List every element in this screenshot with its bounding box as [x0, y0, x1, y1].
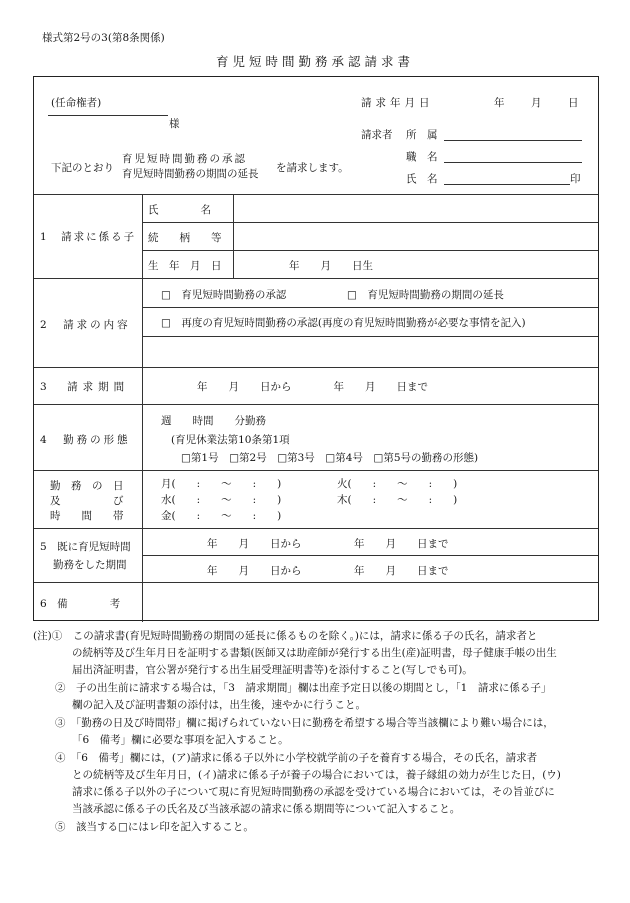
- check-reapproval[interactable]: □ 再度の育児短時間勤務の承認(再度の育児短時間勤務が必要な事情を記入): [161, 317, 526, 329]
- appointer-label: (任命権者): [51, 97, 102, 109]
- previous-period-1: 年 月 日から 年 月 日まで: [207, 538, 449, 550]
- days-label-1: 勤 務 の 日: [50, 480, 124, 492]
- form-frame: [33, 76, 599, 621]
- form-title: 育児短時間勤務承認請求書: [215, 54, 414, 69]
- date-day: 日: [568, 97, 579, 109]
- note-2b: 欄の記入及び証明書類の添付は，出生後，速やかに行うこと。: [72, 699, 366, 711]
- divider: [34, 367, 598, 368]
- wednesday-time[interactable]: 水( : 〜 : ): [161, 494, 282, 506]
- position-label: 職 名: [406, 151, 438, 163]
- note-4b: との続柄等及び生年月日，(イ)請求に係る子が養子の場合においては，養子縁組の効力が生じた日，(ウ): [72, 769, 561, 781]
- seal-label: 印: [570, 173, 581, 185]
- section1-label: 1 請求に係る子: [40, 231, 137, 243]
- friday-time[interactable]: 金( : 〜 : ): [161, 510, 282, 522]
- child-name-label: 氏 名: [148, 204, 211, 216]
- sama-label: 様: [169, 118, 180, 130]
- thursday-time[interactable]: 木( : 〜 : ): [337, 494, 458, 506]
- section6-label: 6 備 考: [40, 598, 121, 610]
- column-divider: [233, 194, 234, 278]
- section5-label-2: 勤務をした期間: [53, 559, 127, 571]
- note-3a: ③ 「勤務の日及び時間帯」欄に掲げられていない日に勤務を希望する場合等当該欄により難い場合には，: [55, 717, 554, 729]
- work-form-options[interactable]: □第1号 □第2号 □第3号 □第4号 □第5号の勤務の形態): [181, 452, 479, 464]
- request-date-label: 請求年月日: [361, 97, 434, 109]
- tuesday-time[interactable]: 火( : 〜 : ): [337, 478, 458, 490]
- name-label: 氏 名: [406, 173, 438, 185]
- child-birthdate-value: 年 月 日生: [289, 260, 373, 272]
- divider: [34, 528, 598, 529]
- appointer-name-line[interactable]: [48, 115, 168, 116]
- option-extension: 育児短時間勤務の期間の延長: [122, 168, 259, 180]
- requester-label: 請求者: [361, 129, 393, 141]
- law-reference: (育児休業法第10条第1項: [171, 434, 290, 446]
- child-birthdate-label: 生 年 月 日: [148, 260, 222, 272]
- position-field[interactable]: [444, 162, 582, 163]
- divider: [142, 336, 598, 337]
- divider: [142, 222, 598, 223]
- date-year: 年: [494, 97, 505, 109]
- divider: [34, 194, 598, 195]
- option-approval: 育児短時間勤務の承認: [122, 153, 247, 165]
- note-5: ⑤ 該当する□にはレ印を記入すること。: [55, 821, 254, 833]
- divider: [34, 404, 598, 405]
- intro-suffix: を請求します。: [276, 162, 349, 174]
- note-2a: ② 子の出生前に請求する場合は，「3 請求期間」欄は出産予定日以後の期間とし，「1 請求に係る子」: [55, 682, 552, 694]
- divider: [142, 250, 598, 251]
- note-1b: の続柄等及び生年月日を証明する書類(医師又は助産師が発行する出生(産)証明書，母子健康手帳の出生: [72, 647, 557, 659]
- section5-label-1: 5 既に育児短時間: [40, 541, 131, 553]
- column-divider: [142, 194, 143, 622]
- divider: [34, 470, 598, 471]
- form-number: 様式第2号の3(第8条関係): [42, 32, 165, 44]
- affiliation-label: 所 属: [406, 129, 438, 141]
- note-4c: 請求に係る子以外の子について現に育児短時間勤務の承認を受けている場合においては，その旨並びに: [72, 786, 555, 798]
- previous-period-2: 年 月 日から 年 月 日まで: [207, 565, 449, 577]
- check-extension[interactable]: □ 育児短時間勤務の期間の延長: [347, 289, 504, 301]
- note-3b: 「6 備考」欄に必要な事項を記入すること。: [72, 734, 289, 746]
- date-month: 月: [531, 97, 542, 109]
- note-1a: (注)① この請求書(育児短時間勤務の期間の延長に係るものを除く。)には，請求に係る子の氏名，請求者と: [33, 630, 538, 642]
- intro-prefix: 下記のとおり: [51, 162, 114, 174]
- monday-time[interactable]: 月( : 〜 : ): [161, 478, 282, 490]
- name-field[interactable]: [444, 184, 570, 185]
- note-4d: 当該承認に係る子の氏名及び当該承認の請求に係る期間等について記入すること。: [72, 803, 461, 815]
- divider: [34, 278, 598, 279]
- affiliation-field[interactable]: [444, 140, 582, 141]
- divider: [34, 582, 598, 583]
- weekly-hours: 週 時間 分勤務: [161, 415, 266, 427]
- divider: [142, 555, 598, 556]
- note-4a: ④ 「6 備考」欄には，(ア)請求に係る子以外に小学校就学前の子を養育する場合，その氏名，請求者: [55, 752, 538, 764]
- days-label-3: 時 間 帯: [50, 510, 124, 522]
- divider: [142, 307, 598, 308]
- days-label-2: 及 び: [50, 495, 124, 507]
- section2-label: 2 請求の内容: [40, 319, 131, 331]
- section4-label: 4 勤務の形態: [40, 434, 131, 446]
- section3-label: 3 請求期間: [40, 381, 130, 393]
- check-approval[interactable]: □ 育児短時間勤務の承認: [161, 289, 287, 301]
- note-1c: 届出済証明書，官公署が発行する出生届受理証明書等)を添付すること(写しでも可)。: [72, 664, 473, 676]
- child-relation-label: 続 柄 等: [148, 232, 222, 244]
- request-period-value: 年 月 日から 年 月 日まで: [197, 381, 428, 393]
